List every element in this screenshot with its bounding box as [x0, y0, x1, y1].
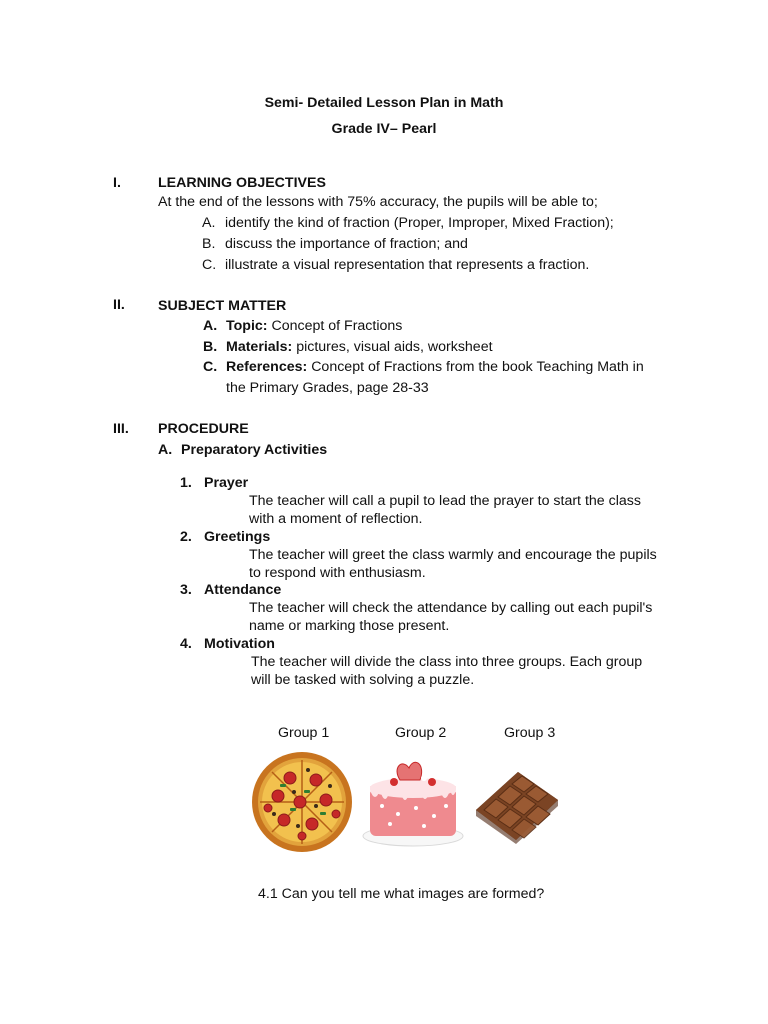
- subject-letter: A.: [203, 318, 218, 334]
- subject-item-topic: [226, 317, 402, 335]
- subject-item-materials: [226, 338, 493, 356]
- subject-label: References:: [226, 359, 308, 375]
- subject-letter: C.: [203, 359, 218, 375]
- group-label: Group 3: [504, 725, 556, 741]
- section-numeral-2: II.: [113, 297, 125, 313]
- step-title-attendance: Attendance: [204, 582, 282, 598]
- step-number: 2.: [180, 529, 192, 545]
- step-number: 4.: [180, 636, 192, 652]
- step-text: to respond with enthusiasm.: [249, 565, 426, 581]
- procedure-sub-heading: Preparatory Activities: [181, 442, 328, 458]
- step-text: with a moment of reflection.: [249, 511, 423, 527]
- objective-letter: A.: [202, 215, 216, 231]
- step-title-motivation: Motivation: [204, 636, 275, 652]
- objective-letter: C.: [202, 257, 217, 273]
- step-title-prayer: Prayer: [204, 475, 249, 491]
- objective-text: discuss the importance of fraction; and: [225, 236, 468, 252]
- step-number: 3.: [180, 582, 192, 598]
- subject-references-continued: the Primary Grades, page 28-33: [226, 380, 429, 396]
- group-label: Group 2: [395, 725, 447, 741]
- section-heading-objectives: LEARNING OBJECTIVES: [158, 175, 326, 191]
- step-text: The teacher will check the attendance by calling out each pupil's: [249, 600, 653, 616]
- section-heading-procedure: PROCEDURE: [158, 421, 249, 437]
- document-title: Semi- Detailed Lesson Plan in Math: [264, 95, 504, 111]
- objective-text: identify the kind of fraction (Proper, Improper, Mixed Fraction);: [225, 215, 614, 231]
- cake-icon: [362, 750, 464, 850]
- section-heading-subject-matter: SUBJECT MATTER: [158, 298, 287, 314]
- step-number: 1.: [180, 475, 192, 491]
- motivation-question: 4.1 Can you tell me what images are formed?: [258, 886, 545, 902]
- step-text: The teacher will call a pupil to lead the prayer to start the class: [249, 493, 641, 509]
- step-text: The teacher will divide the class into three groups. Each group: [251, 654, 643, 670]
- section-numeral-3: III.: [113, 421, 129, 437]
- section-numeral-1: I.: [113, 175, 121, 191]
- subject-label: Materials:: [226, 339, 293, 355]
- procedure-sub-letter: A.: [158, 442, 173, 458]
- step-title-greetings: Greetings: [204, 529, 271, 545]
- document-subtitle: Grade IV– Pearl: [331, 121, 437, 137]
- objectives-intro: At the end of the lessons with 75% accuracy, the pupils will be able to;: [158, 194, 598, 210]
- pizza-icon: [250, 750, 354, 854]
- objective-letter: B.: [202, 236, 216, 252]
- subject-letter: B.: [203, 339, 218, 355]
- subject-value: pictures, visual aids, worksheet: [296, 339, 493, 355]
- subject-label: Topic:: [226, 318, 268, 334]
- subject-value: Concept of Fractions: [271, 318, 403, 334]
- subject-item-references: [226, 358, 644, 376]
- subject-value: Concept of Fractions from the book Teaching Math in: [311, 359, 644, 375]
- chocolate-bar-icon: [472, 768, 562, 844]
- step-text: will be tasked with solving a puzzle.: [251, 672, 475, 688]
- objective-text: illustrate a visual representation that represents a fraction.: [225, 257, 590, 273]
- step-text: The teacher will greet the class warmly and encourage the pupils: [249, 547, 657, 563]
- step-text: name or marking those present.: [249, 618, 450, 634]
- group-label: Group 1: [278, 725, 330, 741]
